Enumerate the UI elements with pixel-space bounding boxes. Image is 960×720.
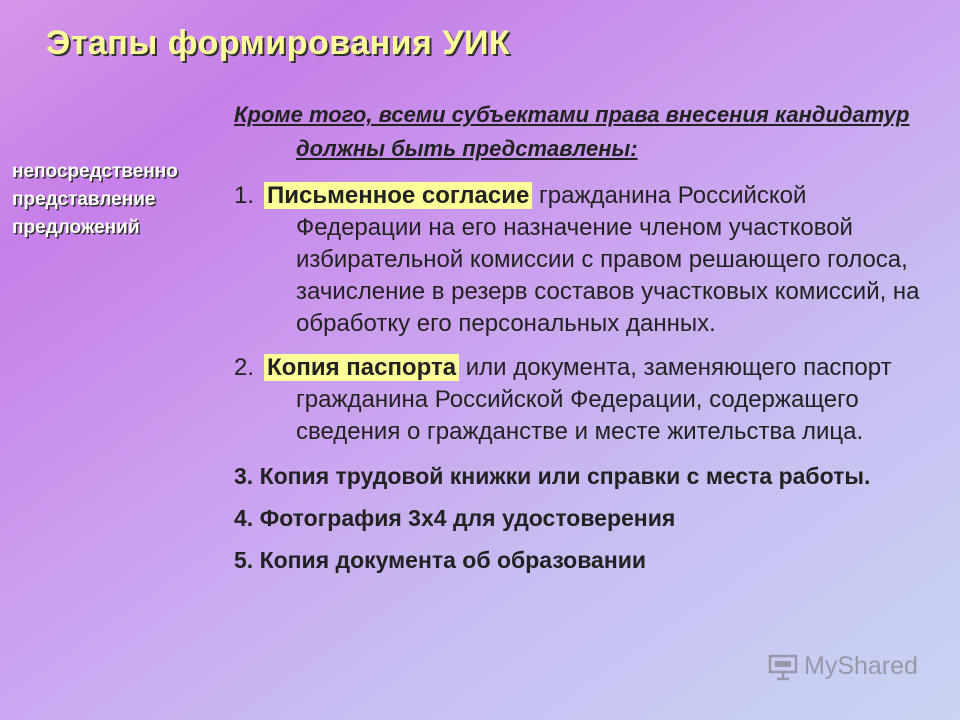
main-content [234, 98, 934, 586]
item-text: гражданина Российской Федерации на его назначение членом участковой избирательной комиссии с правом решающего голоса, зачисление в резерв составов участковых комиссий, на обработку его персональных данных. [296, 182, 920, 337]
item-text: или документа, заменяющего паспорт гражданина Российской Федерации, содержащего сведения о гражданстве и месте жительства лица. [296, 354, 892, 445]
intro-text: Кроме того, всеми субъектами права внесения кандидатур должны быть представлены: [234, 102, 910, 161]
side-label-line: непосредственно [12, 161, 178, 182]
list-item: 4. Фотография 3х4 для удостоверения [234, 505, 676, 531]
item-highlight: Письменное согласие [264, 182, 532, 209]
item-number: 2. [234, 354, 255, 381]
item-number: 1. [234, 182, 255, 209]
item-highlight: Копия паспорта [264, 354, 459, 381]
slide-title: Этапы формирования УИК [46, 24, 511, 62]
side-label-line: предложений [12, 217, 140, 238]
list-item [234, 352, 934, 448]
side-label-line: представление [12, 189, 156, 210]
watermark-text: MyShared [804, 652, 918, 680]
list-item [234, 180, 934, 340]
list-item: 3. Копия трудовой книжки или справки с места работы. [234, 463, 871, 489]
list-item: 5. Копия документа об образовании [234, 547, 647, 573]
projector-screen-icon [768, 653, 798, 681]
side-label [12, 158, 178, 242]
watermark [768, 652, 918, 681]
